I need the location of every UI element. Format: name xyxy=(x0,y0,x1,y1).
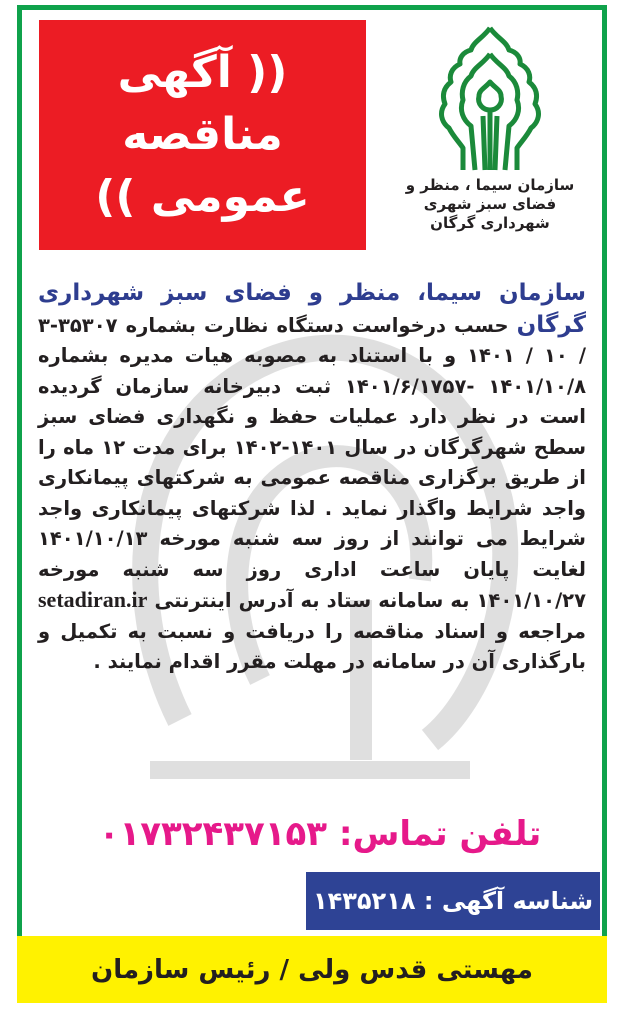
organization-name xyxy=(406,176,575,233)
contact-phone xyxy=(60,812,580,856)
body-paragraph: حسب درخواست دستگاه نظارت بشماره ۳۵۳۰۷-۳ / ۱۰ / ۱۴۰۱ و با استناد به مصوبه هیات مدیره بشماره ۱۴۰۱/۱۰/۸ -۱۴۰۱/۶/۱۷۵۷ ثبت دبیرخانه سازمان گردیده است در نظر دارد عملیات حفظ و نگهداری فضای سبز سطح شهرگرگان در سال ۱۴۰۱-۱۴۰۲ برای مدت ۱۲ ماه را از طریق برگزاری مناقصه عمومی به شرکتهای پیمانکاری واجد شرایط واگذار نماید . لذا شرکتهای پیمانکاری واجد شرایط می توانند از روز سه شنبه مورخه ۱۴۰۱/۱۰/۱۳ لغایت پایان ساعت اداری روز سه شنبه مورخه ۱۴۰۱/۱۰/۲۷ به سامانه ستاد به آدرس اینترنتی xyxy=(38,313,586,612)
title-line-1: (( آگهی xyxy=(117,47,288,98)
org-name-line-3: شهرداری گرگان xyxy=(430,214,550,232)
tender-announcement-body xyxy=(38,278,586,678)
ad-id-value: ۱۴۳۵۲۱۸ xyxy=(312,887,416,915)
ad-id-box xyxy=(306,872,600,930)
org-highlight-heading: سازمان سیما، منظر و فضای سبز شهرداری xyxy=(38,280,586,306)
tender-title-box xyxy=(39,20,366,250)
phone-number[interactable]: ۰۱۷۳۲۴۳۷۱۵۳ xyxy=(98,814,328,854)
tree-emblem-icon xyxy=(433,24,548,172)
title-line-3: عمومی )) xyxy=(95,171,310,222)
org-name-line-1: سازمان سیما ، منظر و xyxy=(405,176,575,194)
org-highlight-city: گرگان xyxy=(516,311,586,338)
website-link[interactable]: setadiran.ir xyxy=(38,587,148,612)
signature-band xyxy=(17,936,607,1003)
signature-text: مهستی قدس ولی / رئیس سازمان xyxy=(91,954,533,985)
organization-logo-block xyxy=(390,20,590,250)
phone-label: تلفن تماس: xyxy=(338,814,542,854)
ad-id-label: شناسه آگهی : xyxy=(423,887,594,915)
org-name-line-2: فضای سبز شهری xyxy=(423,195,557,213)
body-paragraph-end: مراجعه و اسناد مناقصه را دریافت و نسبت به تکمیل و بارگذاری آن در سامانه در مهلت مقرر اقدام نمایند . xyxy=(38,619,586,673)
title-line-2: مناقصه xyxy=(122,109,283,160)
